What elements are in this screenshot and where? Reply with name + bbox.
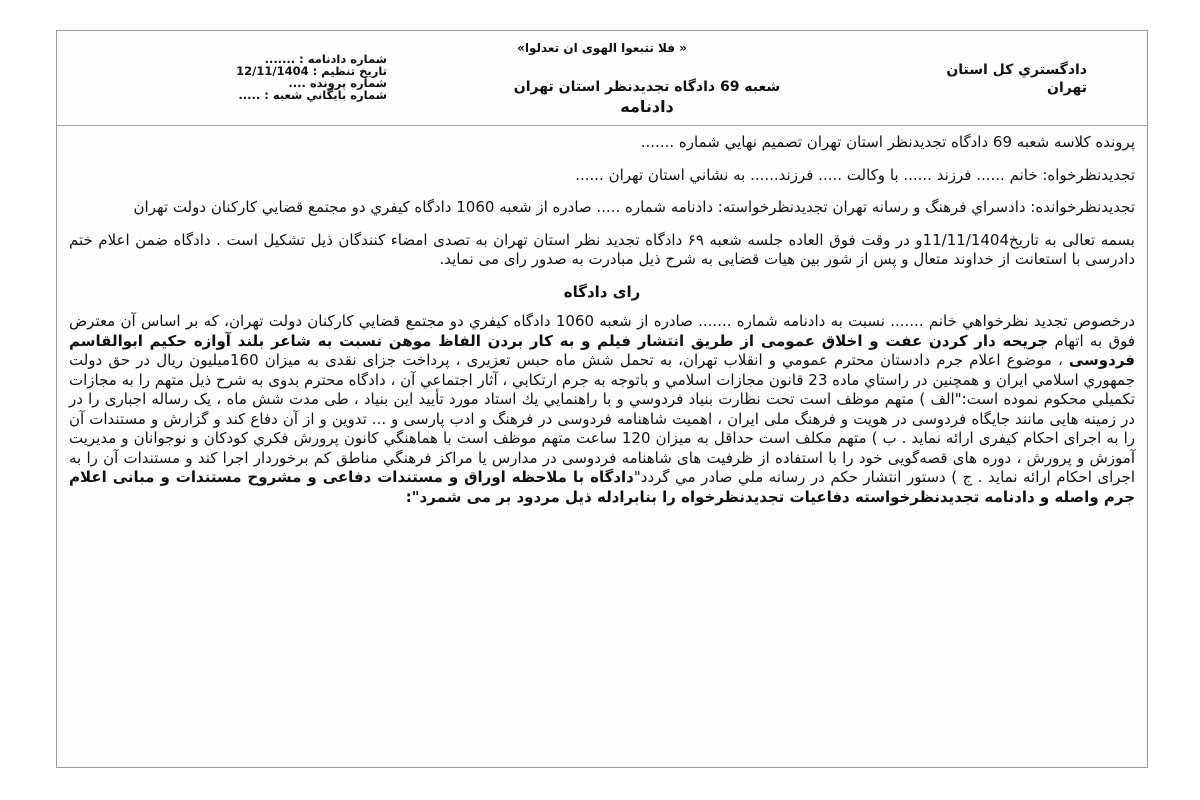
- meta-verdict-number: شماره دادنامه : .......: [264, 52, 387, 66]
- court-line-1: دادگستري كل استان: [946, 62, 1087, 78]
- appellant-line: تجديدنظرخواه: خانم ...... فرزند ...... با وكالت ..... فرزند...... به نشاني استان تهران ......: [575, 165, 1135, 184]
- ruling-text: [69, 312, 1135, 507]
- document-body: [69, 133, 1135, 513]
- preamble: بسمه تعالی به تاريخ11/11/1404و در وقت فوق العاده جلسه شعبه ۶۹ دادگاه تجدید نظر استان تهران به تصدی امضاء کنندگان ذیل تشکیل است . دادگاه ضمن اعلام ختم دادرسی با استعانت از خداوند متعال و پس از شور بین هیات قضایی به شرح ذیل مبادرت به صدور رای می نماید.: [69, 230, 1135, 268]
- court-name: [917, 61, 1087, 97]
- ruling-charge: جريحه دار كردن عفت و اخلاق عمومی از طريق انتشار فيلم و به كار بردن الفاظ موهن نسبت به شاعر بلند آوازه حكيم ابوالقاسم فردوسی: [69, 331, 1135, 369]
- ruling-conclusion: دادگاه با ملاحظه اوراق و مستندات دفاعی و مشروح مستندات و مبانی اعلام جرم واصله و دادنامه تجديدنظرخواسته دفاعيات تجديدنظرخواه را بنابرادله ذيل مردود بر می شمرد":: [69, 468, 1135, 506]
- court-line-2: تهران: [1047, 80, 1087, 96]
- meta-case-number: شماره پرونده ....: [288, 76, 387, 90]
- document-title: دادنامه: [620, 97, 674, 116]
- meta-issue-date: تاريخ تنظيم : 12/11/1404: [236, 64, 387, 78]
- document-meta: [187, 53, 387, 101]
- ruling-sentence: ، موضوع اعلام جرم دادستان محترم عمومي و انقلاب تهران، به تحمل شش ماه حبس تعزيری ، پرداخت جزای نقدی به ميزان 160ميليون ريال در حق دولت جمهوري اسلامي ايران و همچنين در راستاي ماده 23 قانون مجازات اسلامي و باتوجه به جرم ارتكابي ، آثار اجتماعي آن ، دادگاه محترم بدوی به شرح ذيل متهم را به مجازات تكميلي محكوم نموده است:"الف ) متهم موظف است تحت نظارت بنياد فردوسي و با راهنمايي يك استاد مورد تأييد اين بنياد ، طی مدت شش ماه ، یک رساله اجباری را در در زمينه هايی مانند جايگاه فردوسی در هویت و فرهنگ ملی ایران ، اهميت شاهنامه فردوسی در فرهنگ و ادب پارسی و ... تدوين و از آن دفاع كند و گزارش و مستندات آن را به اجرای احکام کیفری ارائه نماید . ب ) متهم مكلف است حداقل به ميزان 120 ساعت متهم موظف است با هماهنگي كانون پرورش فكري كودكان و نوجوانان و مديريت آموزش و پرورش ، دوره های قصه‌گويی خود را با استفاده از ظرفيت های شاهنامه فردوسی در مدارس يا مراكز فرهنگي مناطق كم برخوردار اجرا كند و مستندات آن را به اجرای احكام ارائه نمايد . ج ) دستور انتشار حكم در رسانه ملي صادر مي گردد": [69, 351, 1136, 486]
- case-line: پرونده كلاسه شعبه 69 دادگاه تجديدنظر استان تهران تصميم نهايي شماره .......: [640, 133, 1135, 151]
- meta-archive-number: شماره بايگاني شعبه : .....: [238, 88, 387, 102]
- appellee-line: تجديدنظرخوانده: دادسراي فرهنگ و رسانه تهران تجديدنظرخواسته: دادنامه شماره ..... صادره از شعبه 1060 دادگاه كيفري دو مجتمع قضايي كاركنان دولت تهران: [133, 198, 1135, 216]
- motto: «فلا تتبعوا الهوی ان تعدلوا »: [517, 41, 687, 55]
- ruling-intro: درخصوص تجديد نظرخواهي خانم ....... نسبت به دادنامه شماره ....... صادره از شعبه 1060 دادگاه كيفري دو مجتمع قضايي كاركنان دولت تهران، كه بر اساس آن معترض فوق به اتهام: [69, 312, 1135, 350]
- ruling-heading: رای دادگاه: [563, 282, 641, 301]
- court-verdict-document: [56, 30, 1148, 768]
- branch-name: شعبه 69 دادگاه تجديدنظر استان تهران: [513, 79, 781, 95]
- document-header: [57, 31, 1147, 126]
